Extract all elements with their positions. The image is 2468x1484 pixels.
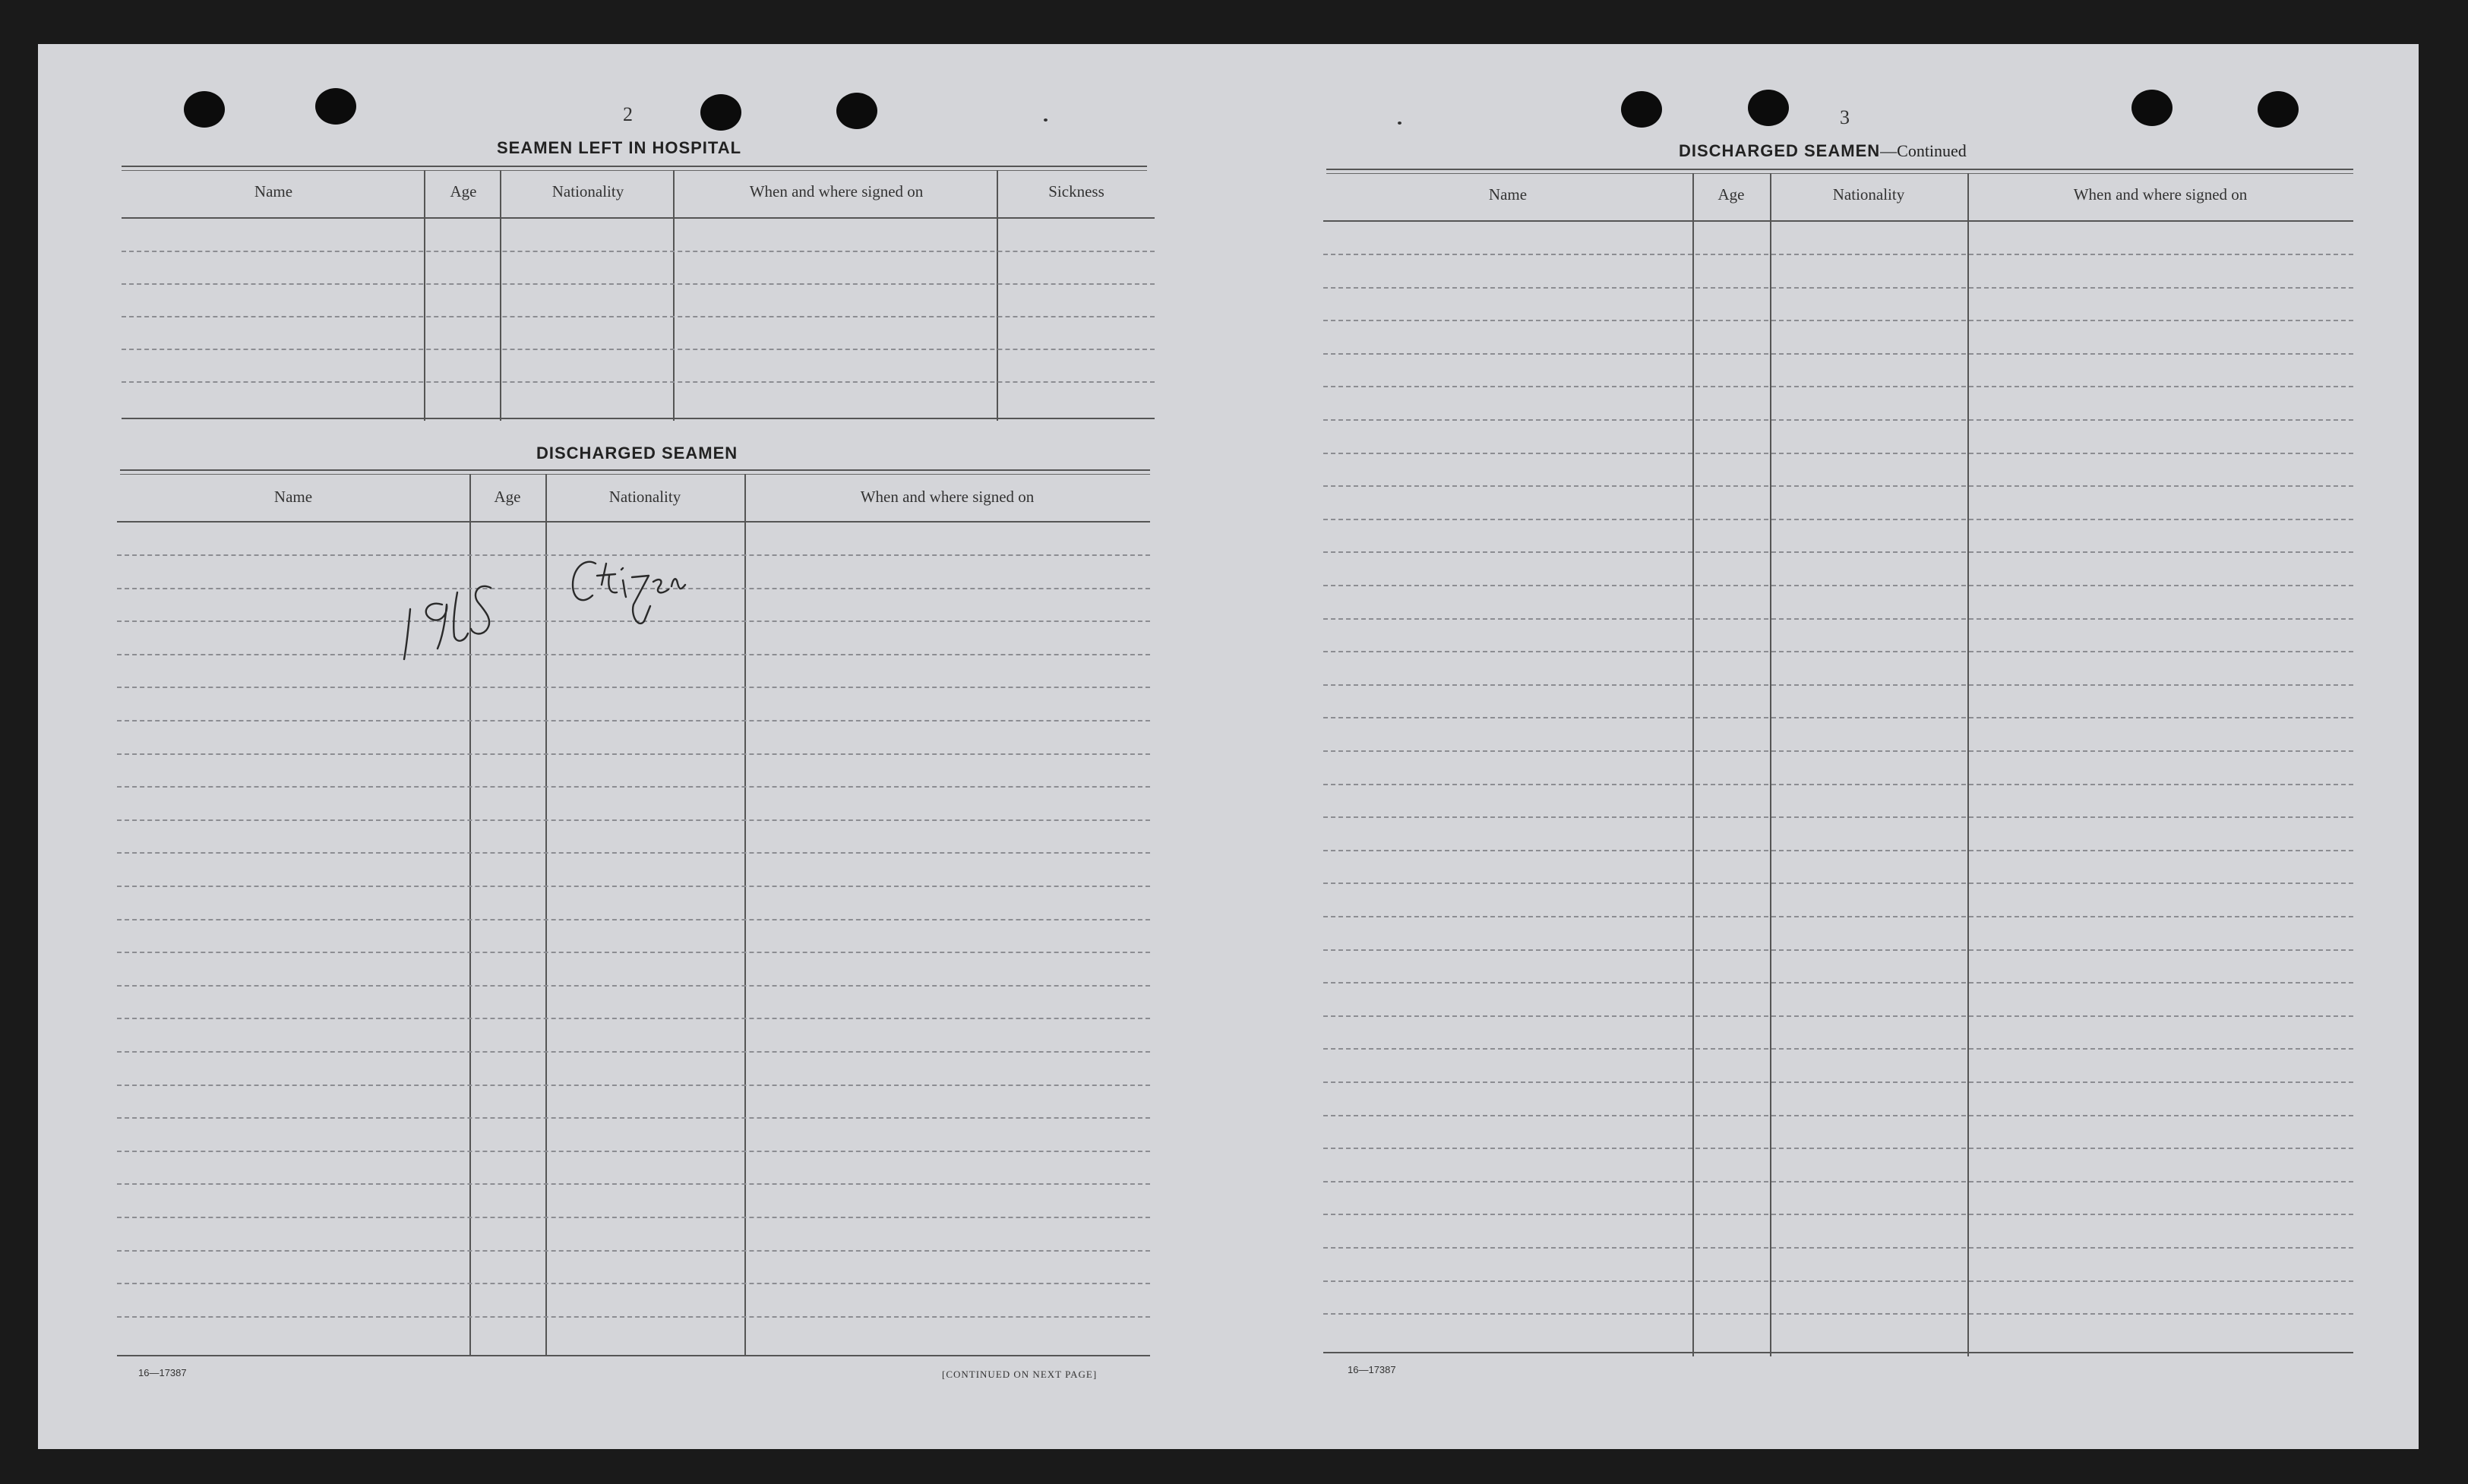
- table-row-rule: [1323, 816, 2353, 818]
- hospital-section-title: SEAMEN LEFT IN HOSPITAL: [497, 138, 742, 157]
- table-row-rule: [1323, 949, 2353, 951]
- table-row-rule: [1323, 850, 2353, 851]
- form-number: 16—17387: [1348, 1364, 1396, 1375]
- handwriting-stroke: [597, 564, 617, 592]
- column-header-age: Age: [494, 488, 521, 506]
- handwriting-stroke: [573, 562, 596, 600]
- column-header-signed-on: When and where signed on: [2073, 185, 2248, 204]
- column-header-nationality: Nationality: [551, 182, 624, 200]
- table-row-rule: [1323, 386, 2353, 387]
- handwriting-stroke: [632, 576, 650, 624]
- table-row-rule: [1323, 750, 2353, 752]
- column-header-sickness: Sickness: [1048, 182, 1104, 200]
- table-row-rule: [1323, 585, 2353, 586]
- column-header-nationality: Nationality: [1832, 185, 1905, 204]
- continued-note: [CONTINUED ON NEXT PAGE]: [942, 1369, 1098, 1380]
- column-header-signed-on: When and where signed on: [749, 182, 924, 200]
- handwriting-stroke: [672, 579, 685, 589]
- title-rule: [1326, 169, 2353, 170]
- header-underline: [1323, 220, 2353, 222]
- handwriting-stroke: [471, 586, 491, 634]
- handwriting-stroke: [404, 609, 410, 659]
- discharged-continued-suffix: —Continued: [1880, 141, 1967, 160]
- table-row-rule: [1323, 651, 2353, 652]
- table-header: [1323, 185, 2353, 204]
- table-row-rule: [1323, 353, 2353, 355]
- table-row-rule: [1323, 1280, 2353, 1282]
- column-header-name: Name: [273, 488, 313, 506]
- discharged-continued-title: [1679, 141, 1967, 161]
- table-row-rule: [1323, 287, 2353, 289]
- document-sheet: [38, 44, 2419, 1449]
- table-row-rule: [1323, 1181, 2353, 1182]
- handwriting-stroke: [426, 604, 447, 649]
- table-row-rule: [1323, 618, 2353, 620]
- discharged-continued-table: [1323, 173, 2353, 1356]
- table-row-rule: [1323, 1115, 2353, 1116]
- column-header-age: Age: [1717, 185, 1745, 204]
- table-bottom-rule: [1323, 1352, 2353, 1353]
- column-divider: [1967, 173, 1969, 1356]
- table-row-rule: [1323, 519, 2353, 520]
- table-row-rule: [1323, 684, 2353, 686]
- table-row-rule: [1323, 1247, 2353, 1249]
- table-row-rule: [1323, 1015, 2353, 1017]
- column-divider: [1770, 173, 1771, 1356]
- table-row-rule: [1323, 717, 2353, 718]
- page-number-left: 2: [623, 103, 633, 125]
- table-row-rule: [1323, 453, 2353, 454]
- column-header-name: Name: [254, 182, 293, 200]
- table-row-rule: [1323, 982, 2353, 984]
- table-row-rule: [1323, 883, 2353, 884]
- table-row-rule: [1323, 1313, 2353, 1315]
- discharged-section-title: DISCHARGED SEAMEN: [536, 444, 738, 463]
- column-header-signed-on: When and where signed on: [860, 488, 1035, 506]
- column-header-age: Age: [450, 182, 477, 200]
- table-row-rule: [1323, 1081, 2353, 1083]
- table-row-rule: [1323, 1148, 2353, 1149]
- column-divider: [1692, 173, 1694, 1356]
- discharged-continued-title-main: DISCHARGED SEAMEN: [1679, 141, 1881, 160]
- table-row-rule: [1323, 320, 2353, 321]
- table-row-rule: [1323, 551, 2353, 553]
- column-header-nationality: Nationality: [608, 488, 681, 506]
- table-row-rule: [1323, 1214, 2353, 1215]
- table-row-rule: [1323, 916, 2353, 917]
- form-number: 16—17387: [138, 1367, 187, 1378]
- table-row-rule: [1323, 1048, 2353, 1050]
- table-row-rule: [1323, 784, 2353, 785]
- handwriting-stroke: [653, 579, 668, 592]
- handwriting-stroke: [621, 568, 626, 597]
- page-number-right: 3: [1840, 106, 1850, 128]
- column-header-name: Name: [1488, 185, 1528, 204]
- table-row-rule: [1323, 254, 2353, 255]
- handwriting-stroke: [453, 592, 468, 641]
- table-row-rule: [1323, 419, 2353, 421]
- table-row-rule: [1323, 485, 2353, 487]
